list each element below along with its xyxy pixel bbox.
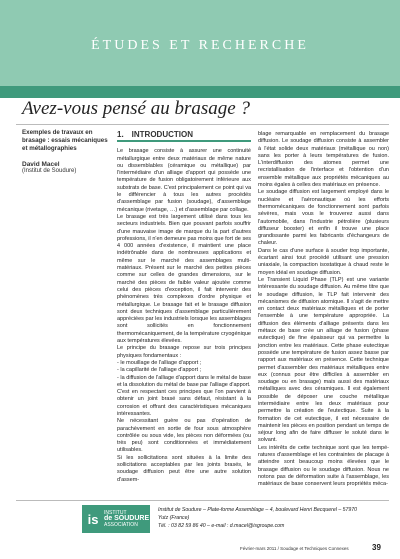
- paragraph: Si les sollicitations sont situées à la limite des sollicitations acceptables par les joints brasés, le soudage diffusion peut être une autre solution d'assem-: [117, 454, 251, 483]
- section-number: 1.: [117, 130, 124, 139]
- logo-initials: is: [87, 511, 99, 527]
- text-column-1: [117, 131, 251, 484]
- paragraph: Le brasage consiste à assurer une continuité métallurgique entre deux matériaux de même nature ou dissemblables (céramique ou métallique) par l'intermédiaire d'un alliage d'apport qui possède une température de fusion obligatoirement inférieure aux substrats de base. C'est principalement ce point qui va le différencier à tous les autres procédés d'assemblage par fusion (soudage), d'assemblage mécanique (rivetage, …) et d'assemblage par collage.: [117, 148, 251, 213]
- logo-line-3: ASSOCIATION: [104, 522, 138, 528]
- paragraph: Le brasage est très largement utilisé dans tous les secteurs industriels. Bien que pouvant parfois souffrir d'une mauvaise image de marque du la part d'autres professions, il n'en demeure pas moins que fort de ses 4 000 années d'existence, il maintient une place indétrônable dans de nombreuses applications et même sur le marché des assemblages multi-matériaux. Présent sur le marché des petites pièces comme sur celles de grandes dimensions, sur le marché des pièces de faible valeur ajoutée comme celui des pièces d'exception, il fait intervenir des phénomènes très complexes d'ordre physique et métallurgique. Le brasage fait et le brasage diffusion sont deux techniques d'assemblage particulièrement appréciées par les industriels lorsque les assemblages sont sollicités en fonctionnement thermomécaniquement, de la température cryogénique aux températures élevées.: [117, 213, 251, 345]
- footer-divider: [16, 500, 389, 501]
- list-item: - le mouillage de l'alliage d'apport ;: [117, 359, 202, 366]
- paragraph: Dans le cas d'une surface à souder trop importante, écartant ainsi tout procédé utilisant une pression uniaxiale, la compaction isostatique à chaud reste le moyen idéal en soudage diffusion.: [258, 247, 389, 276]
- journal-reference: Février-mars 2011 / Soudage et Techniques Connexes: [240, 546, 349, 551]
- paragraph: blage remarquable en remplacement du brasage diffusion. Le soudage diffusion consiste à assembler à l'état solide deux matériaux (métallique ou non) sans les porter à leurs températures de fusion. L'interdiffusion des atomes permet une recristallisation de l'interface et l'obtention d'un ensemble métallique aux propriétés mécaniques au moins égales à celles des matériaux en présence.: [258, 131, 389, 189]
- article-sidebar: [22, 129, 112, 174]
- contact-address: Institut de Soudure – Plate-forme Assemblage – 4, boulevard Henri Becquerel – 57970 Yutz (France): [158, 507, 358, 521]
- section-title: ÉTUDES ET RECHERCHE: [91, 38, 309, 53]
- institut-soudure-logo: [82, 505, 150, 533]
- logo-line-2: de SOUDURE: [104, 515, 150, 522]
- page-number: 39: [372, 543, 381, 552]
- paragraph: Les intérêts de cette technique sont que les températures d'assemblage et les contraintes de placage à atteindre sont beaucoup moins élevées que le brasage diffusion ou le soudage diffusion. Nous ne notons pas de déformation suite à l'assemblage, les matériaux de base conservent leurs propriétés méca-: [258, 444, 389, 488]
- section-heading: [117, 131, 251, 142]
- article-title: Avez-vous pensé au brasage ?: [22, 98, 250, 119]
- title-divider: [16, 124, 389, 125]
- author-contact: [158, 506, 368, 530]
- list-item: - la capillarité de l'alliage d'apport ;: [117, 367, 202, 374]
- paragraph: Le principe du brasage repose sur trois principes physiques fondamentaux :: [117, 345, 251, 359]
- logo-line-1: INSTITUT: [104, 510, 127, 516]
- author-name: David Macel: [22, 161, 60, 168]
- paragraph: C'est en respectant ces principes que l'on parvient à obtenir un joint brasé sans défaut, résistant à la corrosion et offrant des caractéristiques mécaniques intéressantes.: [117, 389, 251, 417]
- contact-phone-email: Tél. : 03 82 59 86 40 – e-mail : d.macel@isgroupe.com: [158, 523, 285, 529]
- paragraph: Le Transient Liquid Phase (TLP) est une variante intéressante du soudage diffusion. Au même titre que le soudage diffusion, le TLP fait intervenir des mécanismes de diffusion atomique. Il s'agit de mettre en contact deux matériaux métalliques et de porter l'ensemble à une température appropriée. La diffusion des éléments d'alliage présents dans les métaux de base crée un alliage de fusion (phase eutectique) de fine épaisseur qui va permettre la jonction entre les matériaux. Cette phase eutectique possède une température de fusion assez basse par rapport aux matériaux en présence. Cette technique permet d'assembler des matériaux métalliques entre eux (connus pour être difficiles à assembler en soudage ou en brasage) mais aussi des matériaux métalliques avec des céramiques. Il est également possible de déposer une couche métallique intermédiaire entre les deux matériaux pour permettre la création de l'eutectique. Suite à la formation de cet eutectique, il est nécessaire de maintenir les pièces en position pendant un temps de séjour long afin de faire diffuser le soluté dans le solvant.: [258, 276, 389, 444]
- text-column-2: [258, 131, 389, 489]
- paragraph: Ne nécessitant guère ou pas d'opération de parachèvement en sortie de four sous atmosphère contrôlée ou sous vide, les pièces non déformées (ou très peu) sont conditionnées et immédiatement utilisables.: [117, 418, 251, 454]
- paragraph: Le soudage diffusion est largement employé dans le nucléaire et l'aéronautique où les efforts thermomécaniques de fonctionnement sont parfois sévères, mais vous le trouverez aussi dans l'automobile, dans l'industrie pétrolière (plusieurs diffuseur booster) et enfin il trouve une place grandissante parmi les fabricants d'échangeurs de chaleur.: [258, 189, 389, 247]
- list-item: - la diffusion de l'alliage d'apport dans le métal de base et la dissolution du métal de base par l'alliage d'apport.: [117, 374, 251, 388]
- header-band-accent: [0, 86, 400, 98]
- article-tagline: Exemples de travaux en brasage : essais mécaniques et métallographies: [22, 129, 108, 152]
- author-affiliation: (Institut de Soudure): [22, 168, 77, 174]
- logo-text: [104, 510, 149, 528]
- section-heading-text: INTRODUCTION: [131, 130, 193, 139]
